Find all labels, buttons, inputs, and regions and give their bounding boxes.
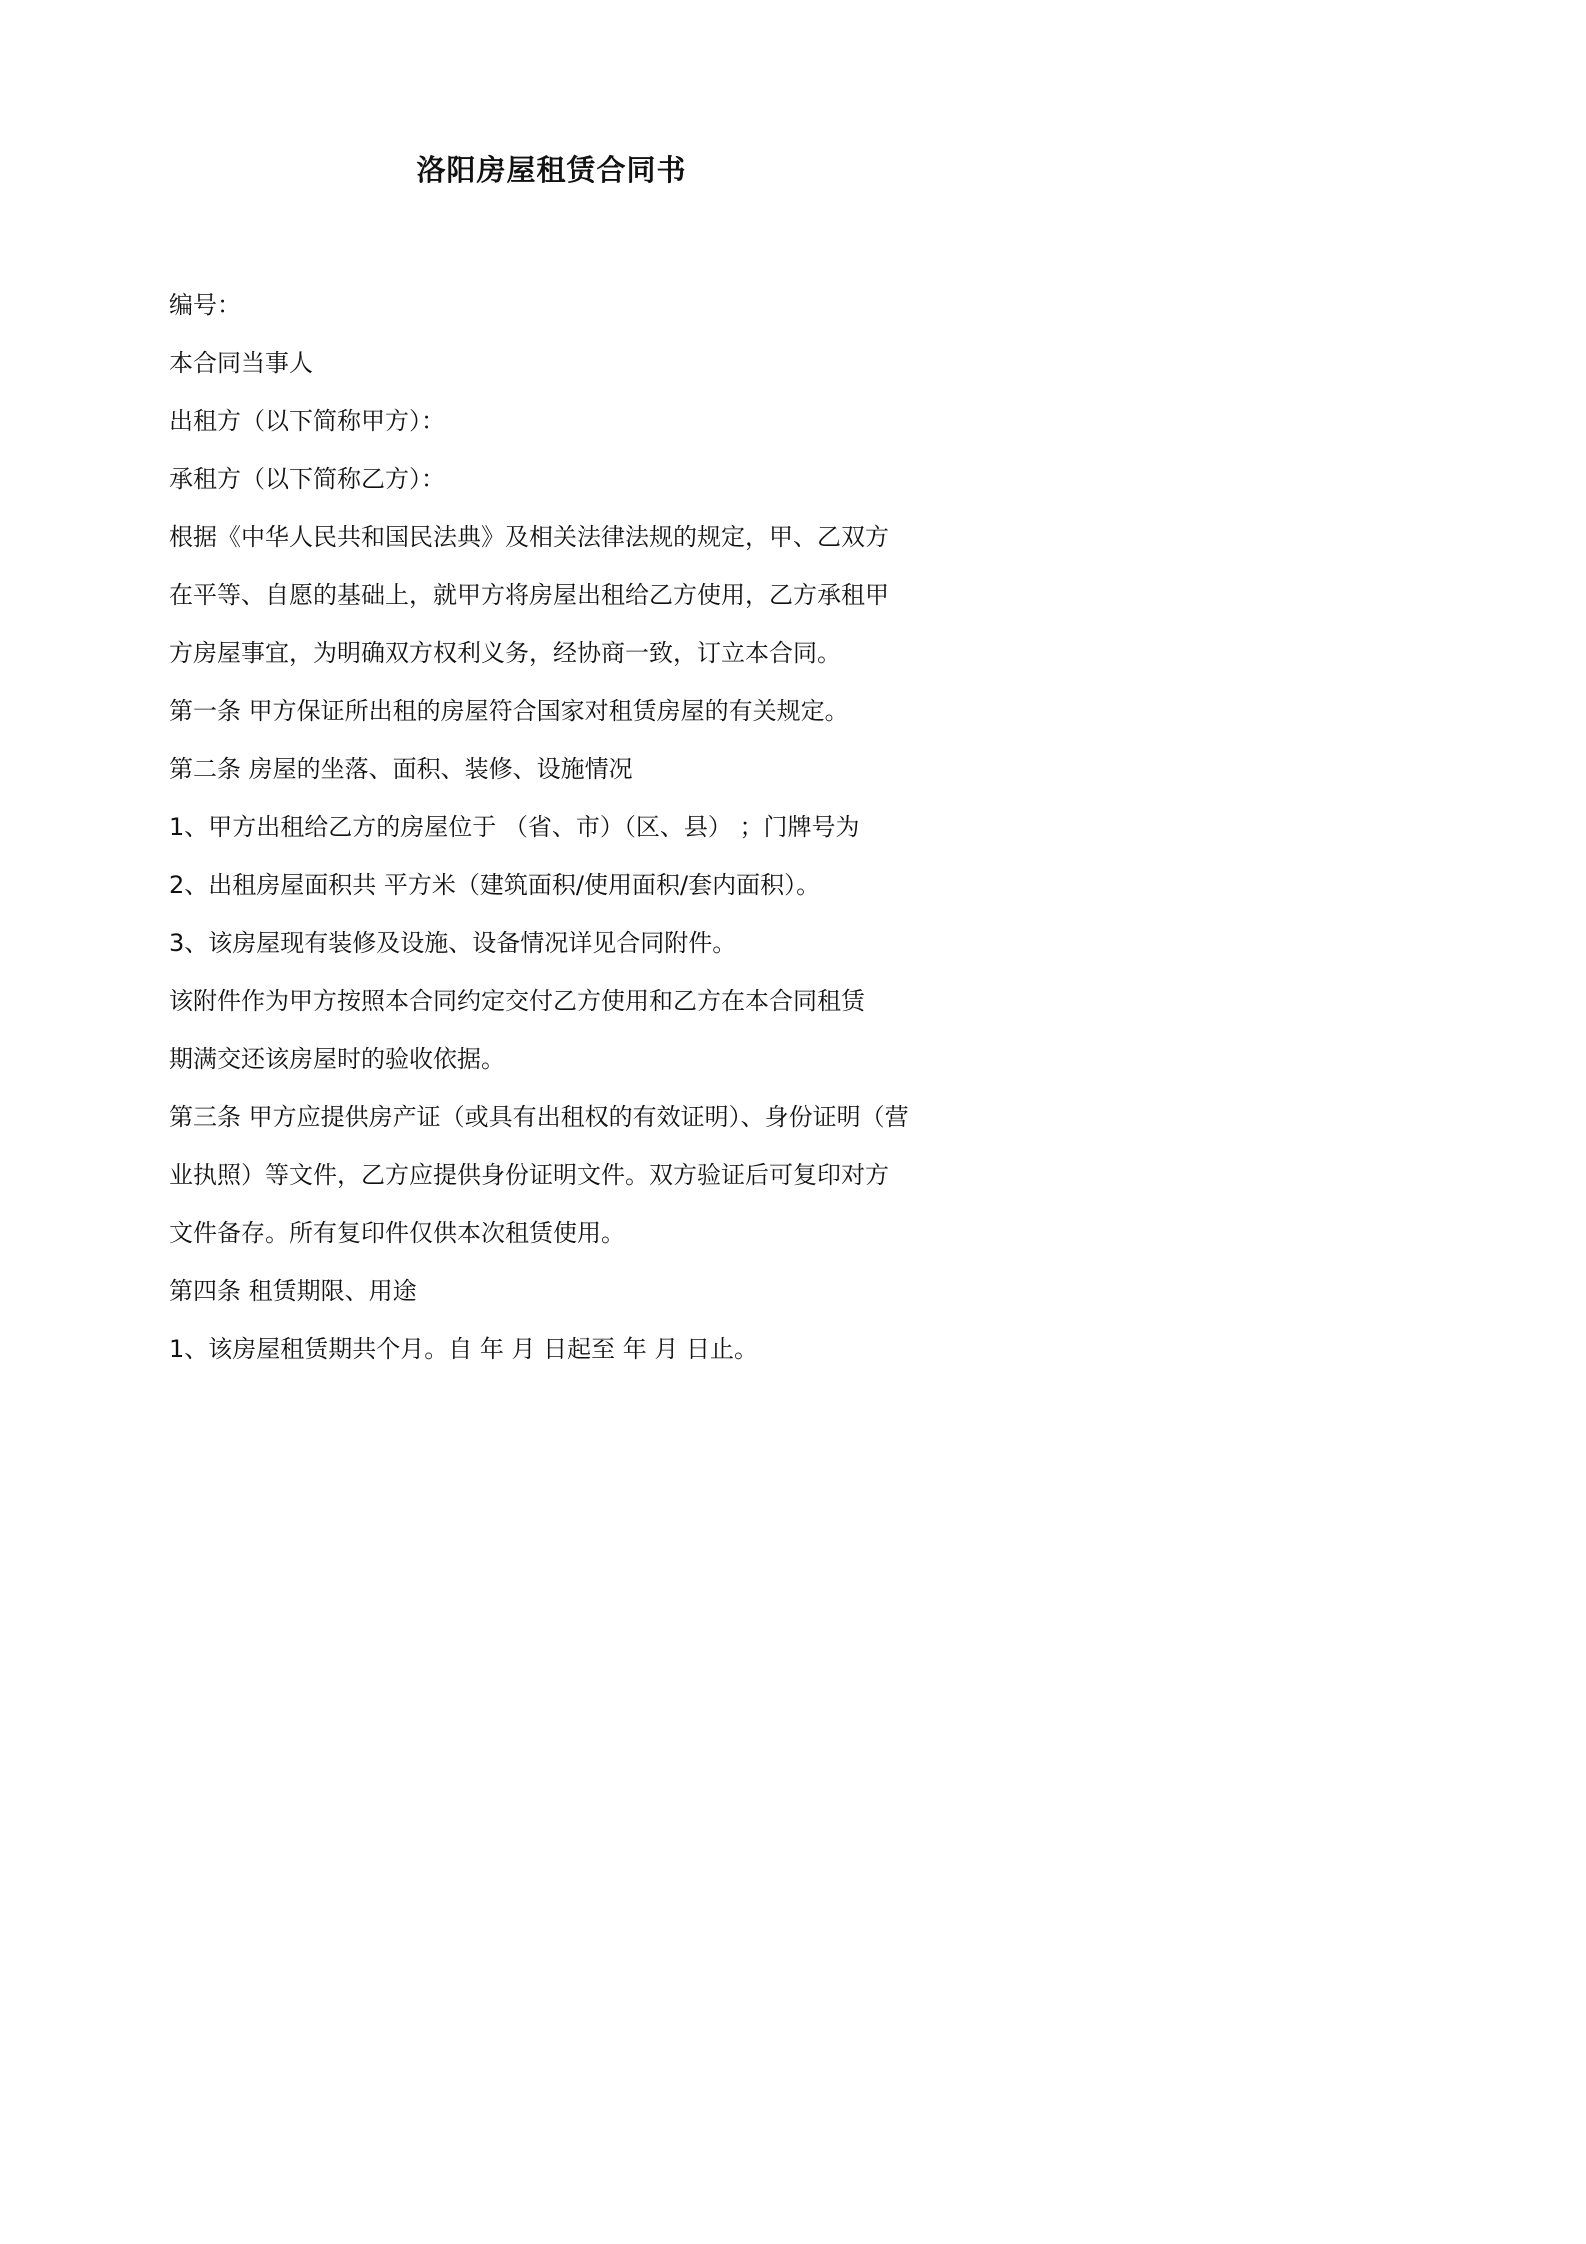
article-3-line-2: 业执照）等文件，乙方应提供身份证明文件。双方验证后可复印对方 — [169, 1161, 889, 1189]
attachment-note-line-1: 该附件作为甲方按照本合同约定交付乙方使用和乙方在本合同租赁 — [169, 987, 865, 1015]
document-page — [0, 0, 1103, 1561]
lessee-line: 承租方（以下简称乙方）： — [169, 465, 445, 493]
contract-number-line: 编号： — [169, 291, 241, 319]
lessor-line: 出租方（以下简称甲方）： — [169, 407, 445, 435]
preamble-line-1: 根据《中华人民共和国民法典》及相关法律法规的规定，甲、乙双方 — [169, 523, 889, 551]
article-2-item-2: 2、出租房屋面积共 平方米（建筑面积/使用面积/套内面积）。 — [169, 871, 821, 899]
preamble-line-3: 方房屋事宜，为明确双方权利义务，经协商一致，订立本合同。 — [169, 639, 841, 667]
article-2-item-3: 3、该房屋现有装修及设施、设备情况详见合同附件。 — [169, 929, 737, 957]
document-body — [169, 276, 944, 1378]
article-4-item-1: 1、该房屋租赁期共个月。自 年 月 日起至 年 月 日止。 — [169, 1335, 759, 1363]
article-3-line-1: 第三条 甲方应提供房产证（或具有出租权的有效证明）、身份证明（营 — [169, 1103, 909, 1131]
preamble-line-2: 在平等、自愿的基础上，就甲方将房屋出租给乙方使用，乙方承租甲 — [169, 581, 889, 609]
article-2-item-1: 1、甲方出租给乙方的房屋位于 （省、市）（区、县） ；门牌号为 — [169, 813, 860, 841]
attachment-note-line-2: 期满交还该房屋时的验收依据。 — [169, 1045, 505, 1073]
article-4-heading: 第四条 租赁期限、用途 — [169, 1277, 417, 1305]
document-title: 洛阳房屋租赁合同书 — [416, 153, 687, 187]
article-3-line-3: 文件备存。所有复印件仅供本次租赁使用。 — [169, 1219, 625, 1247]
parties-heading: 本合同当事人 — [169, 349, 313, 377]
article-2-heading: 第二条 房屋的坐落、面积、装修、设施情况 — [169, 755, 633, 783]
article-1: 第一条 甲方保证所出租的房屋符合国家对租赁房屋的有关规定。 — [169, 697, 849, 725]
